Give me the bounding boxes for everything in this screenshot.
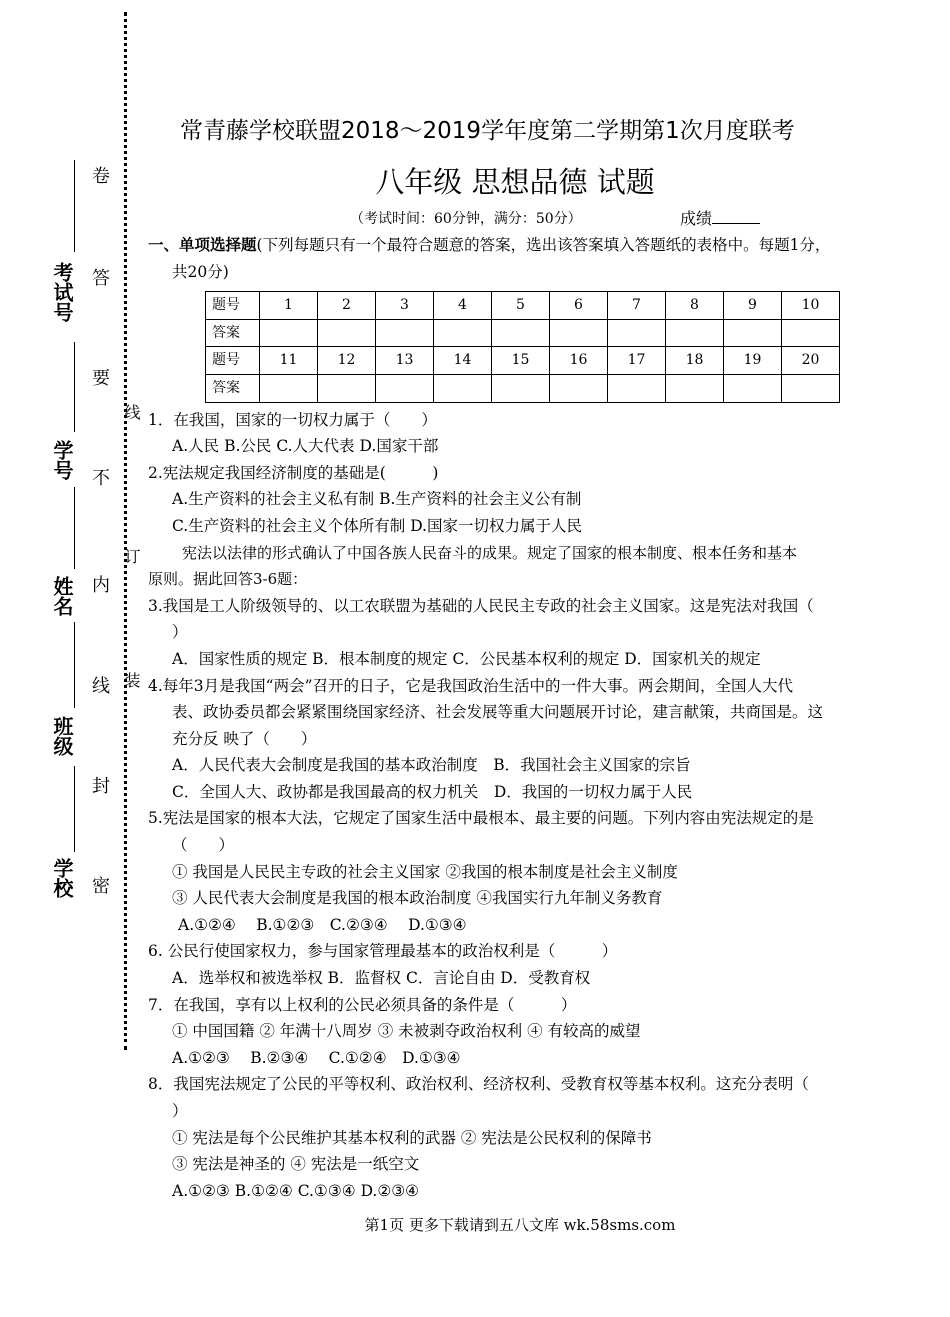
question-stem: 5.宪法是国家的根本大法，它规定了国家生活中最根本、最主要的问题。下列内容由宪法规定的是 [148, 809, 814, 828]
question-stem-cont: （ ） [172, 836, 235, 855]
option-row [148, 965, 906, 992]
option-row: A．人民代表大会制度是我国的基本政治制度 B．我国社会主义国家的宗旨 [172, 756, 691, 775]
statement: ② 年满十八周岁 [259, 1022, 373, 1041]
statement: ① 中国国籍 [172, 1022, 255, 1041]
question-content [148, 232, 906, 1204]
option-row [148, 486, 906, 513]
option: C.人大代表 [276, 437, 355, 456]
statement-row [148, 885, 906, 912]
answer-cell[interactable] [376, 374, 434, 402]
table-row [206, 319, 840, 347]
option: B．监督权 [327, 969, 402, 988]
option-row: A.①②④ B.①②③ C.②③④ D.①③④ [178, 915, 467, 934]
question-stem: 1．在我国，国家的一切权力属于（ ） [148, 410, 437, 429]
exam-meta: （考试时间：60分钟，满分：50分） [350, 211, 582, 227]
answer-cell[interactable] [376, 319, 434, 347]
answer-cell[interactable] [550, 319, 608, 347]
option: B.①②④ [234, 1181, 293, 1200]
seal-char: 装 [122, 672, 141, 688]
statement: ④我国实行九年制义务教育 [476, 889, 663, 908]
answer-cell[interactable] [492, 319, 550, 347]
option: D.国家干部 [359, 437, 439, 456]
statement: ④ 有较高的威望 [527, 1022, 641, 1041]
question-number-cell: 5 [492, 292, 550, 320]
question-number-cell: 18 [666, 347, 724, 375]
seal-char: 密 [89, 876, 110, 894]
answer-table [205, 291, 840, 402]
score-blank[interactable] [712, 209, 760, 224]
statement: ① 我国是人民民主专政的社会主义国家 [172, 862, 441, 881]
answer-cell[interactable] [260, 374, 318, 402]
school-label: 学校 [50, 858, 74, 898]
question-number-cell: 12 [318, 347, 376, 375]
school-blank [74, 766, 75, 852]
option: C.生产资料的社会主义个体所有制 [172, 516, 406, 535]
option: A.人民 [172, 437, 220, 456]
option: C.①③④ [297, 1181, 356, 1200]
statement: ③ 宪法是神圣的 [172, 1155, 286, 1174]
question-stem: 2.宪法规定我国经济制度的基础是( ) [148, 463, 439, 482]
table-row [206, 374, 840, 402]
seal-char: 答 [89, 268, 110, 286]
exam-series-title: 常青藤学校联盟2018～2019学年度第二学期第1次月度联考 [180, 118, 795, 144]
option: D．受教育权 [500, 969, 591, 988]
question-stem-cont: 充分反 映了（ ） [172, 729, 317, 748]
statement-row [148, 1018, 906, 1045]
question-number-cell: 8 [666, 292, 724, 320]
question-stem: 6. 公民行使国家权力，参与国家管理最基本的政治权利是（ ） [148, 942, 618, 961]
question-number-cell: 6 [550, 292, 608, 320]
section-desc-2: 共20分) [172, 262, 229, 281]
question-number-cell: 3 [376, 292, 434, 320]
table-row-label: 题号 [206, 292, 260, 320]
answer-cell[interactable] [782, 319, 840, 347]
question-number-cell: 4 [434, 292, 492, 320]
option-row: A．国家性质的规定 B．根本制度的规定 C．公民基本权利的规定 D．国家机关的规定 [172, 649, 761, 668]
statement-row [148, 1151, 906, 1178]
class-blank [74, 622, 75, 708]
option: C．言论自由 [405, 969, 496, 988]
statement: ④ 宪法是一纸空文 [290, 1155, 420, 1174]
question-number-cell: 7 [608, 292, 666, 320]
option-row [148, 1178, 906, 1205]
section-heading-line [148, 232, 906, 259]
question-stem: 7．在我国，享有以上权利的公民必须具备的条件是（ ） [148, 995, 577, 1014]
statement: ② 宪法是公民权利的保障书 [460, 1128, 652, 1147]
score-label: 成绩 [680, 209, 713, 228]
question-stem-cont: ） [172, 1102, 188, 1120]
table-row-label: 答案 [206, 374, 260, 402]
answer-cell[interactable] [782, 374, 840, 402]
answer-cell[interactable] [724, 374, 782, 402]
answer-cell[interactable] [666, 319, 724, 347]
option-row [148, 433, 906, 460]
question-number-cell: 2 [318, 292, 376, 320]
answer-cell[interactable] [550, 374, 608, 402]
option: B.公民 [224, 437, 272, 456]
question-number-cell: 14 [434, 347, 492, 375]
answer-cell[interactable] [318, 374, 376, 402]
table-row-label: 答案 [206, 319, 260, 347]
seal-char: 订 [122, 548, 141, 564]
name-label: 姓名 [50, 576, 74, 616]
class-label: 班级 [50, 716, 74, 756]
question-number-cell: 13 [376, 347, 434, 375]
exam-title: 八年级 思想品德 试题 [375, 165, 655, 199]
question-stem: 3.我国是工人阶级领导的、以工农联盟为基础的人民民主专政的社会主义国家。这是宪法对我国（ [148, 596, 814, 615]
statement-row [148, 859, 906, 886]
question-stem-cont: ） [172, 623, 188, 642]
section-desc: (下列每题只有一个最符合题意的答案，选出该答案填入答题纸的表格中。每题1分， [256, 236, 831, 254]
answer-cell[interactable] [608, 374, 666, 402]
option: A.生产资料的社会主义私有制 [172, 490, 375, 509]
answer-cell[interactable] [724, 319, 782, 347]
question-stem: 8．我国宪法规定了公民的平等权利、政治权利、经济权利、受教育权等基本权利。这充分表明（ [148, 1075, 809, 1094]
statement: ③ 未被剥夺政治权利 [377, 1022, 523, 1041]
answer-cell[interactable] [434, 319, 492, 347]
seal-char: 线 [122, 404, 141, 420]
section-title: 一、单项选择题 [148, 236, 257, 254]
seal-char: 线 [89, 676, 110, 694]
statement: ②我国的根本制度是社会主义制度 [445, 862, 678, 881]
question-number-cell: 11 [260, 347, 318, 375]
question-stem-cont: 表、政协委员都会紧紧围绕国家经济、社会发展等重大问题展开讨论，建言献策，共商国是。这 [172, 703, 824, 722]
seal-char: 要 [89, 368, 110, 386]
option: A．选举权和被选举权 [172, 969, 323, 988]
answer-cell[interactable] [318, 319, 376, 347]
statement: ① 宪法是每个公民维护其基本权利的武器 [172, 1128, 456, 1147]
seal-char: 封 [89, 776, 110, 794]
passage: 宪法以法律的形式确认了中国各族人民奋斗的成果。规定了国家的根本制度、根本任务和基本 [182, 543, 798, 562]
question-number-cell: 15 [492, 347, 550, 375]
option: D.国家一切权力属于人民 [410, 516, 582, 535]
option-row: A.①②③ B.②③④ C.①②④ D.①③④ [172, 1048, 461, 1067]
name-blank [74, 487, 75, 569]
score-field[interactable] [680, 206, 760, 229]
question-number-cell: 9 [724, 292, 782, 320]
page-footer: 第1页 更多下载请到五八文库 wk.58sms.com [364, 1216, 676, 1234]
table-row [206, 347, 840, 375]
seal-char: 内 [89, 575, 110, 593]
option: D.②③④ [360, 1181, 420, 1200]
question-number-cell: 19 [724, 347, 782, 375]
answer-cell[interactable] [492, 374, 550, 402]
answer-cell[interactable] [608, 319, 666, 347]
table-row-label: 题号 [206, 347, 260, 375]
option: B.生产资料的社会主义公有制 [379, 490, 582, 509]
answer-cell[interactable] [434, 374, 492, 402]
question-number-cell: 16 [550, 347, 608, 375]
question-stem: 4.每年3月是我国“两会”召开的日子，它是我国政治生活中的一件大事。两会期间，全国人大代 [148, 676, 794, 695]
question-number-cell: 20 [782, 347, 840, 375]
seal-char: 不 [89, 468, 110, 486]
table-row [206, 292, 840, 320]
option-row: C．全国人大、政协都是我国最高的权力机关 D．我国的一切权力属于人民 [172, 782, 693, 801]
statement-row [148, 1125, 906, 1152]
passage-cont: 原则。据此回答3-6题： [148, 570, 308, 589]
question-number-cell: 10 [782, 292, 840, 320]
answer-cell[interactable] [666, 374, 724, 402]
exam-number-label: 考试号 [50, 262, 74, 322]
option-row [148, 513, 906, 540]
option: A.①②③ [172, 1181, 230, 1200]
statement: ③ 人民代表大会制度是我国的根本政治制度 [172, 889, 472, 908]
seal-char: 卷 [89, 166, 110, 184]
student-id-blank [74, 342, 75, 432]
answer-cell[interactable] [260, 319, 318, 347]
question-number-cell: 17 [608, 347, 666, 375]
student-id-label: 学号 [50, 440, 74, 480]
question-number-cell: 1 [260, 292, 318, 320]
